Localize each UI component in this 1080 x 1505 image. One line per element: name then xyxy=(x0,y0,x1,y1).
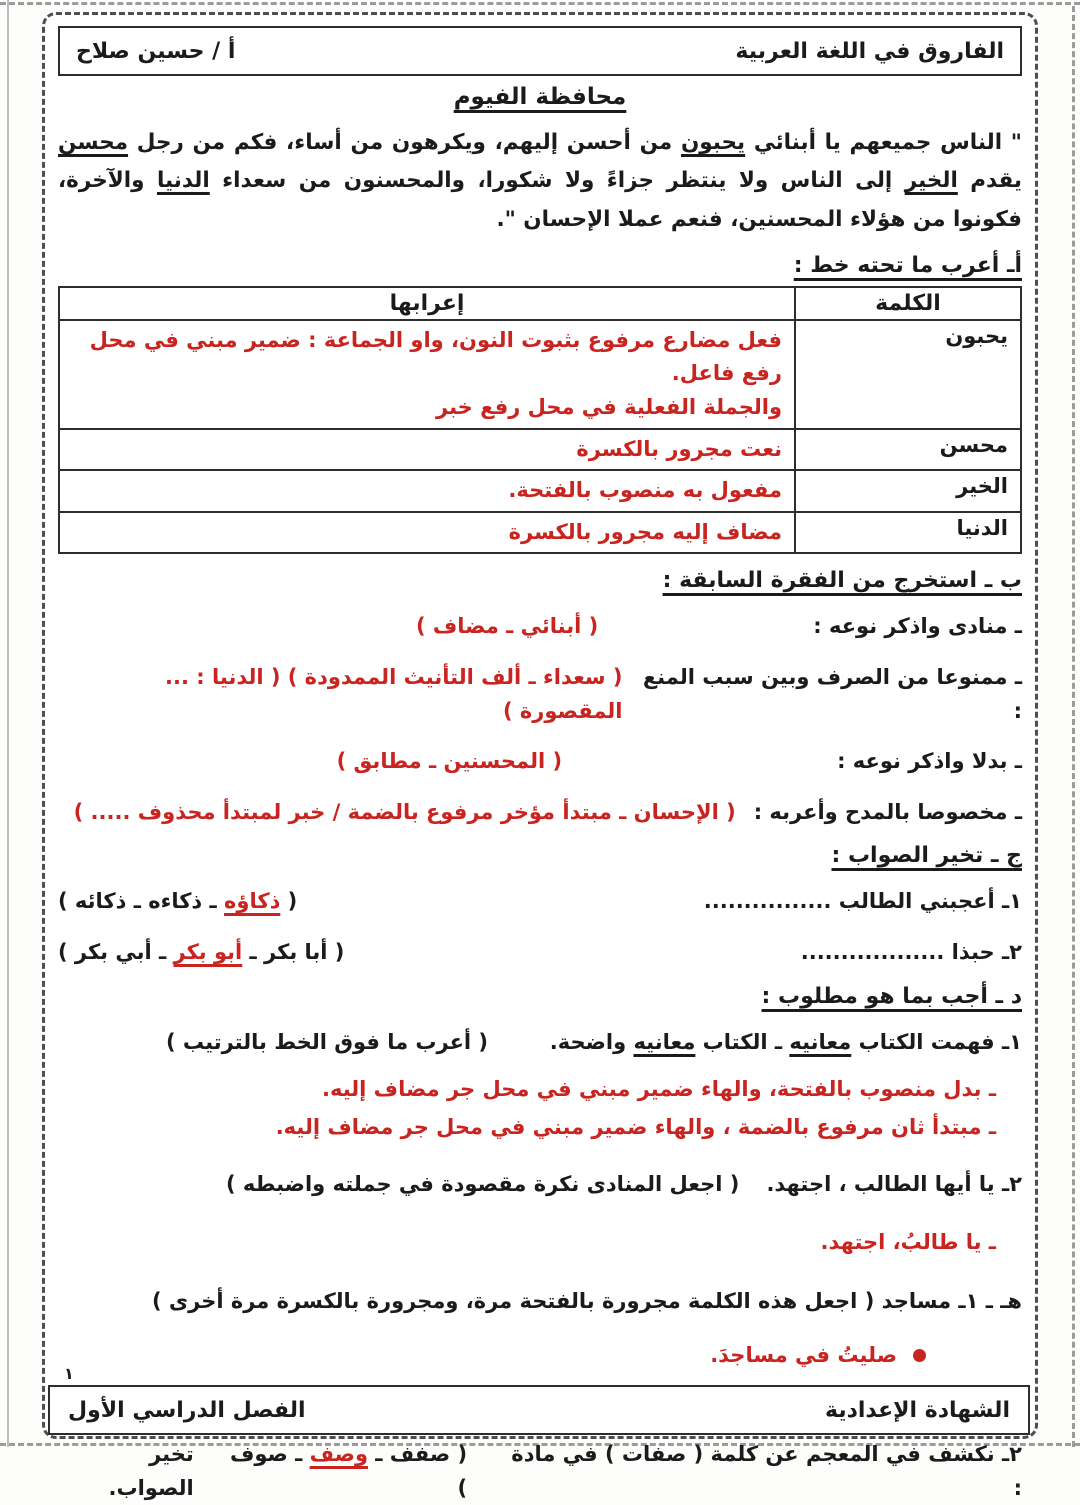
question-instruction: ( أعرب ما فوق الخط بالترتيب ) xyxy=(166,1029,489,1054)
d-question-2 xyxy=(58,1168,1022,1202)
section-d-heading: د ـ أجب بما هو مطلوب : xyxy=(761,983,1022,1009)
footer-stage: الشهادة الإعدادية xyxy=(824,1397,1010,1423)
table-row xyxy=(59,470,1021,512)
extract-item-vocative xyxy=(58,610,1022,644)
bullet-icon xyxy=(913,1349,926,1362)
item-answer: ( سعداء ـ ألف التأنيث الممدودة ) ( الدنيا : ... المقصورة ) xyxy=(165,664,623,723)
analysis-cell: مفعول به منصوب بالفتحة. xyxy=(59,470,795,512)
table-row xyxy=(59,429,1021,471)
question-text: ١ـ فهمت الكتاب معانيه ـ الكتاب معانيه واضحة. xyxy=(549,1029,1022,1054)
extract-item-praise xyxy=(58,796,1022,830)
passage-part: من أحسن إليهم، ويكرهون من أساء، فكم من رجل xyxy=(128,130,681,155)
choice-question-1 xyxy=(58,885,1022,919)
choices: ( صفف ـ وصف ـ صوف ) xyxy=(229,1442,468,1500)
question-text: ١ـ أعجبني الطالب ................ xyxy=(703,889,1022,914)
passage-part: يقدم xyxy=(957,168,1023,194)
d-question-1-answer: ـ مبتدأ ثان مرفوع بالضمة ، والهاء ضمير مبني في محل جر مضاف إليه. xyxy=(275,1114,996,1139)
analysis-cell: نعت مجرور بالكسرة xyxy=(59,429,795,471)
question-text: ٢ـ حبذا .................. xyxy=(800,939,1022,964)
section-b-heading: ب ـ استخرج من الفقرة السابقة : xyxy=(662,568,1022,594)
analysis-cell: فعل مضارع مرفوع بثبوت النون، واو الجماعة : ضمير مبني في محل رفع فاعل. والجملة الفعلية في محل رفع خبر xyxy=(59,320,795,429)
choices: ( ذكاؤه ـ ذكاءه ـ ذكائه ) xyxy=(58,889,298,914)
extract-item-diptote xyxy=(58,661,1022,728)
word-cell: الدنيا xyxy=(795,512,1021,554)
d-question-1 xyxy=(58,1026,1022,1060)
d-question-h: هـ ـ ١ـ مساجد ( اجعل هذه الكلمة مجرورة بالفتحة مرة، ومجرورة بالكسرة مرة أخرى ) xyxy=(151,1289,1022,1314)
d-question-2-answer: ـ يا طالبُ، اجتهد. xyxy=(820,1229,996,1254)
header-box xyxy=(58,26,1022,76)
header-teacher-name: أ / حسين صلاح xyxy=(76,38,236,64)
question-text: ٢ـ يا أيها الطالب ، اجتهد. xyxy=(766,1172,1022,1197)
scan-edge-right xyxy=(1072,6,1075,1447)
passage-underlined-word: الدنيا xyxy=(156,168,210,194)
word-cell: الخير xyxy=(795,470,1021,512)
choice-question-2 xyxy=(58,936,1022,970)
page-title: محافظة الفيوم xyxy=(453,84,627,110)
item-answer: ( أبنائي ـ مضاف ) xyxy=(415,614,599,639)
question-instruction: ( اجعل المنادى نكرة مقصودة في جملته واضبطه ) xyxy=(226,1172,740,1197)
example-text: صليتُ في مساجدَ. xyxy=(710,1343,897,1368)
page-number: ١ xyxy=(64,1364,74,1383)
correct-choice: ذكاؤه xyxy=(224,889,281,914)
d-question-1-answer: ـ بدل منصوب بالفتحة، والهاء ضمير مبني في محل جر مضاف إليه. xyxy=(322,1077,996,1102)
column-header-analysis: إعرابها xyxy=(59,287,795,320)
table-header-row xyxy=(59,287,1021,320)
section-c-heading: ج ـ تخير الصواب : xyxy=(831,843,1022,869)
reading-passage xyxy=(58,124,1022,239)
analysis-cell: مضاف إليه مجرور بالكسرة xyxy=(59,512,795,554)
table-row xyxy=(59,320,1021,429)
item-label: ـ بدلا واذكر نوعه : xyxy=(837,749,1022,774)
word-cell: محسن xyxy=(795,429,1021,471)
item-answer: ( الإحسان ـ مبتدأ مؤخر مرفوع بالضمة / خبر لمبتدأ محذوف ..... ) xyxy=(73,799,736,824)
passage-underlined-word: محسن xyxy=(58,130,129,155)
extract-item-badal xyxy=(58,745,1022,779)
passage-underlined-word: الخير xyxy=(904,168,958,194)
passage-part: والآخرة، فكونوا من هؤلاء المحسنين، فنعم عملا الإحسان ". xyxy=(58,168,1022,232)
footer-term: الفصل الدراسي الأول xyxy=(68,1397,306,1423)
footer-box xyxy=(48,1385,1030,1435)
correct-choice: وصف xyxy=(309,1442,368,1467)
table-row xyxy=(59,512,1021,554)
correct-choice: أبو بكر xyxy=(173,939,243,964)
item-label: ـ مخصوصا بالمدح وأعربه : xyxy=(753,799,1022,824)
example-bullet-1 xyxy=(58,1339,926,1372)
irab-table xyxy=(58,286,1022,555)
item-label: ـ منادى واذكر نوعه : xyxy=(813,614,1022,639)
question-text: ٢ـ نكشف في المعجم عن كلمة ( صفات ) في مادة : xyxy=(511,1442,1022,1500)
item-answer: ( المحسنين ـ مطابق ) xyxy=(336,749,563,774)
item-label: ـ ممنوعا من الصرف وبين سبب المنع : xyxy=(642,664,1022,723)
column-header-word: الكلمة xyxy=(795,287,1021,320)
choices: ( أبا بكر ـ أبو بكر ـ أبي بكر ) xyxy=(58,939,345,964)
header-series-title: الفاروق في اللغة العربية xyxy=(735,38,1004,64)
passage-part: إلى الناس ولا ينتظر جزاءً ولا شكورا، والمحسنون من سعداء xyxy=(209,168,905,194)
passage-part: " الناس جميعهم يا أبنائي xyxy=(745,130,1022,155)
scan-edge-left xyxy=(7,0,9,1447)
passage-underlined-word: يحبون xyxy=(680,130,746,155)
scan-edge-top xyxy=(0,2,1080,5)
section-a-heading: أـ أعرب ما تحته خط : xyxy=(793,252,1022,278)
dictionary-question xyxy=(58,1438,1022,1505)
question-suffix: تخير الصواب. xyxy=(108,1442,194,1500)
word-cell: يحبون xyxy=(795,320,1021,429)
